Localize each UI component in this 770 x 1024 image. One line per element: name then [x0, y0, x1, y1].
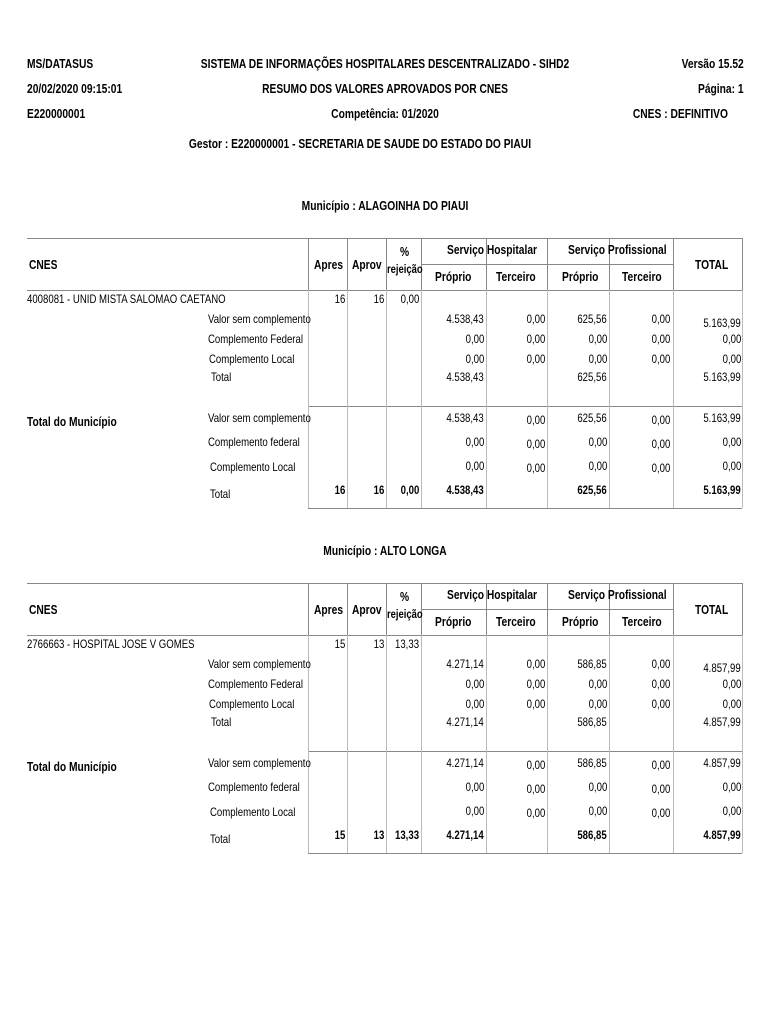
hospital-prof-proprio: 0,00 [588, 697, 607, 711]
body-column-line [673, 406, 674, 508]
municipio-aprov: 13 [373, 828, 384, 842]
body-column-line [547, 290, 548, 406]
hospital-row-label: Valor sem complemento [208, 312, 311, 326]
hospital-hosp-terceiro: 0,00 [526, 697, 545, 711]
body-column-line [421, 635, 422, 751]
report-datetime: 20/02/2020 09:15:01 [27, 82, 123, 96]
page-number: Página: 1 [698, 82, 744, 96]
body-column-line [547, 406, 548, 508]
municipio-hosp-proprio: 4.271,14 [446, 828, 484, 842]
municipio-aprov: 16 [373, 483, 384, 497]
hospital-row-label: Valor sem complemento [208, 657, 311, 671]
body-column-line [347, 290, 348, 406]
body-column-line [421, 751, 422, 853]
hospital-prof-proprio: 625,56 [577, 312, 607, 326]
system-title: SISTEMA DE INFORMAÇÕES HOSPITALARES DESCENTRALIZADO - SIHD2 [200, 57, 570, 71]
hospital-prof-proprio: 0,00 [588, 332, 607, 346]
header-column-line [673, 238, 674, 290]
hospital-prof-terceiro: 0,00 [651, 677, 670, 691]
col-hosp-proprio: Próprio [435, 270, 472, 284]
body-column-line [547, 635, 548, 751]
municipio-hosp-proprio: 0,00 [465, 435, 484, 449]
hospital-row-label: Complemento Local [209, 352, 295, 366]
hospital-hosp-proprio: 0,00 [465, 677, 484, 691]
municipio-hosp-proprio: 4.271,14 [446, 756, 484, 770]
hospital-hosp-proprio: 4.271,14 [446, 657, 484, 671]
col-serv-hosp: Serviço Hospitalar [447, 588, 538, 602]
header-column-line [742, 238, 743, 290]
hospital-total: 0,00 [722, 677, 741, 691]
municipio-hosp-proprio: 4.538,43 [446, 411, 484, 425]
hospital-bottom-line [308, 406, 742, 407]
col-cnes: CNES [29, 258, 58, 272]
municipio-hosp-proprio: 0,00 [465, 804, 484, 818]
hospital-hosp-proprio: 0,00 [465, 332, 484, 346]
municipio-hosp-terceiro: 0,00 [526, 437, 545, 451]
hospital-name: 2766663 - HOSPITAL JOSE V GOMES [27, 637, 195, 651]
hospital-prof-terceiro: 0,00 [651, 312, 670, 326]
col-hosp-terceiro: Terceiro [496, 270, 536, 284]
hospital-rejeicao: 13,33 [394, 637, 419, 651]
body-column-line [308, 290, 309, 406]
header-column-line [673, 583, 674, 635]
municipio-prof-terceiro: 0,00 [651, 437, 670, 451]
col-hosp-terceiro: Terceiro [496, 615, 536, 629]
municipio-prof-terceiro: 0,00 [651, 758, 670, 772]
col-prof-proprio: Próprio [562, 615, 599, 629]
hospital-rejeicao: 0,00 [400, 292, 419, 306]
total-bottom-line [308, 508, 742, 509]
municipio-apres: 16 [334, 483, 345, 497]
municipio-total: 4.857,99 [703, 756, 741, 770]
hospital-row-label: Total [211, 370, 232, 384]
body-column-line [486, 635, 487, 751]
version: Versão 15.52 [681, 57, 744, 71]
col-apres: Apres [314, 603, 344, 617]
municipio-title: Município : ALTO LONGA [323, 544, 447, 558]
body-column-line [609, 751, 610, 853]
municipio-row-label: Valor sem complemento [208, 756, 311, 770]
hospital-hosp-terceiro: 0,00 [526, 657, 545, 671]
hospital-hosp-terceiro: 0,00 [526, 677, 545, 691]
municipio-total: 0,00 [722, 435, 741, 449]
body-column-line [421, 290, 422, 406]
municipio-prof-terceiro: 0,00 [651, 413, 670, 427]
body-column-line [673, 635, 674, 751]
municipio-hosp-terceiro: 0,00 [526, 758, 545, 772]
municipio-prof-terceiro: 0,00 [651, 806, 670, 820]
hospital-row-label: Complemento Federal [208, 677, 303, 691]
org-name: MS/DATASUS [27, 57, 94, 71]
hospital-hosp-proprio: 0,00 [465, 697, 484, 711]
body-column-line [742, 635, 743, 751]
header-column-line [547, 238, 548, 290]
hospital-total: 4.857,99 [703, 715, 741, 729]
municipio-prof-proprio: 0,00 [588, 804, 607, 818]
hospital-prof-proprio: 0,00 [588, 352, 607, 366]
municipio-total: 5.163,99 [703, 411, 741, 425]
table-top-border [27, 238, 742, 239]
hospital-hosp-proprio: 0,00 [465, 352, 484, 366]
col-total: TOTAL [695, 603, 729, 617]
hospital-total: 0,00 [722, 697, 741, 711]
body-column-line [486, 406, 487, 508]
col-serv-prof: Serviço Profissional [568, 588, 667, 602]
gestor: Gestor : E220000001 - SECRETARIA DE SAUDE DO ESTADO DO PIAUI [188, 137, 532, 151]
hospital-prof-terceiro: 0,00 [651, 697, 670, 711]
header-column-line [308, 238, 309, 290]
municipio-total-label: Total do Município [27, 415, 117, 429]
municipio-total: 5.163,99 [703, 483, 741, 497]
col-pct: % [400, 590, 410, 604]
hospital-hosp-proprio: 4.538,43 [446, 312, 484, 326]
header-column-line [547, 583, 548, 635]
total-bottom-line [308, 853, 742, 854]
municipio-hosp-terceiro: 0,00 [526, 461, 545, 475]
body-column-line [347, 406, 348, 508]
hospital-hosp-terceiro: 0,00 [526, 332, 545, 346]
body-column-line [386, 406, 387, 508]
hospital-row-label: Total [211, 715, 232, 729]
municipio-prof-proprio: 0,00 [588, 780, 607, 794]
municipio-row-label: Complemento federal [208, 435, 300, 449]
hospital-aprov: 13 [373, 637, 384, 651]
col-rejeicao: rejeição [387, 609, 423, 621]
hospital-bottom-line [308, 751, 742, 752]
table-header-bottom [27, 290, 742, 291]
hospital-prof-proprio: 586,85 [577, 657, 607, 671]
hospital-prof-proprio: 0,00 [588, 677, 607, 691]
municipio-prof-proprio: 586,85 [577, 756, 607, 770]
hospital-apres: 15 [334, 637, 345, 651]
hospital-total: 5.163,99 [703, 370, 741, 384]
municipio-total: 0,00 [722, 459, 741, 473]
municipio-prof-proprio: 625,56 [577, 411, 607, 425]
municipio-row-label: Total [210, 487, 231, 501]
municipio-hosp-terceiro: 0,00 [526, 782, 545, 796]
municipio-total: 0,00 [722, 804, 741, 818]
municipio-section [0, 200, 770, 520]
table-top-border [27, 583, 742, 584]
body-column-line [486, 290, 487, 406]
report-title: RESUMO DOS VALORES APROVADOS POR CNES [262, 82, 508, 96]
hospital-prof-terceiro: 0,00 [651, 352, 670, 366]
header-column-line [347, 583, 348, 635]
hospital-apres: 16 [334, 292, 345, 306]
municipio-row-label: Complemento Local [210, 805, 296, 819]
municipio-hosp-terceiro: 0,00 [526, 413, 545, 427]
municipio-apres: 15 [334, 828, 345, 842]
body-column-line [308, 635, 309, 751]
col-hosp-proprio: Próprio [435, 615, 472, 629]
col-serv-hosp: Serviço Hospitalar [447, 243, 538, 257]
municipio-total-label: Total do Município [27, 760, 117, 774]
hospital-hosp-terceiro: 0,00 [526, 312, 545, 326]
body-column-line [742, 406, 743, 508]
body-column-line [421, 406, 422, 508]
col-prof-terceiro: Terceiro [622, 270, 662, 284]
municipio-row-label: Complemento Local [210, 460, 296, 474]
col-aprov: Aprov [352, 258, 382, 272]
municipio-prof-proprio: 625,56 [577, 483, 607, 497]
body-column-line [609, 290, 610, 406]
table-header-bottom [27, 635, 742, 636]
hospital-prof-proprio: 625,56 [577, 370, 607, 384]
body-column-line [609, 635, 610, 751]
report-code: E220000001 [27, 107, 86, 121]
hospital-total: 5.163,99 [703, 316, 741, 330]
hospital-total: 0,00 [722, 352, 741, 366]
cnes-status: CNES : DEFINITIVO [632, 107, 728, 121]
col-total: TOTAL [695, 258, 729, 272]
header-column-line [742, 583, 743, 635]
body-column-line [742, 751, 743, 853]
hospital-prof-terceiro: 0,00 [651, 332, 670, 346]
municipio-hosp-terceiro: 0,00 [526, 806, 545, 820]
municipio-row-label: Complemento federal [208, 780, 300, 794]
body-column-line [386, 635, 387, 751]
col-rejeicao: rejeição [387, 264, 423, 276]
municipio-prof-proprio: 0,00 [588, 435, 607, 449]
municipio-row-label: Total [210, 832, 231, 846]
municipio-section [0, 545, 770, 865]
col-prof-proprio: Próprio [562, 270, 599, 284]
municipio-prof-proprio: 0,00 [588, 459, 607, 473]
municipio-title: Município : ALAGOINHA DO PIAUI [301, 199, 469, 213]
municipio-total: 0,00 [722, 780, 741, 794]
col-cnes: CNES [29, 603, 58, 617]
municipio-total: 4.857,99 [703, 828, 741, 842]
hospital-total: 0,00 [722, 332, 741, 346]
body-column-line [386, 751, 387, 853]
municipio-rejeicao: 0,00 [400, 483, 419, 497]
body-column-line [673, 290, 674, 406]
municipio-rejeicao: 13,33 [394, 828, 419, 842]
col-pct: % [400, 245, 410, 259]
municipio-prof-terceiro: 0,00 [651, 782, 670, 796]
hospital-name: 4008081 - UNID MISTA SALOMAO CAETANO [27, 292, 226, 306]
municipio-prof-terceiro: 0,00 [651, 461, 670, 475]
header-column-line [308, 583, 309, 635]
hospital-total: 4.857,99 [703, 661, 741, 675]
municipio-hosp-proprio: 0,00 [465, 780, 484, 794]
body-column-line [347, 635, 348, 751]
hospital-hosp-proprio: 4.538,43 [446, 370, 484, 384]
col-serv-prof: Serviço Profissional [568, 243, 667, 257]
header-column-line [347, 238, 348, 290]
body-column-line [609, 406, 610, 508]
body-column-line [386, 290, 387, 406]
col-apres: Apres [314, 258, 344, 272]
municipio-prof-proprio: 586,85 [577, 828, 607, 842]
col-aprov: Aprov [352, 603, 382, 617]
body-column-line [742, 290, 743, 406]
hospital-prof-proprio: 586,85 [577, 715, 607, 729]
municipio-row-label: Valor sem complemento [208, 411, 311, 425]
municipio-hosp-proprio: 4.538,43 [446, 483, 484, 497]
body-column-line [547, 751, 548, 853]
hospital-row-label: Complemento Federal [208, 332, 303, 346]
hospital-prof-terceiro: 0,00 [651, 657, 670, 671]
hospital-hosp-proprio: 4.271,14 [446, 715, 484, 729]
competencia: Competência: 01/2020 [331, 107, 439, 121]
municipio-hosp-proprio: 0,00 [465, 459, 484, 473]
col-prof-terceiro: Terceiro [622, 615, 662, 629]
body-column-line [347, 751, 348, 853]
hospital-row-label: Complemento Local [209, 697, 295, 711]
hospital-hosp-terceiro: 0,00 [526, 352, 545, 366]
body-column-line [673, 751, 674, 853]
body-column-line [486, 751, 487, 853]
hospital-aprov: 16 [373, 292, 384, 306]
